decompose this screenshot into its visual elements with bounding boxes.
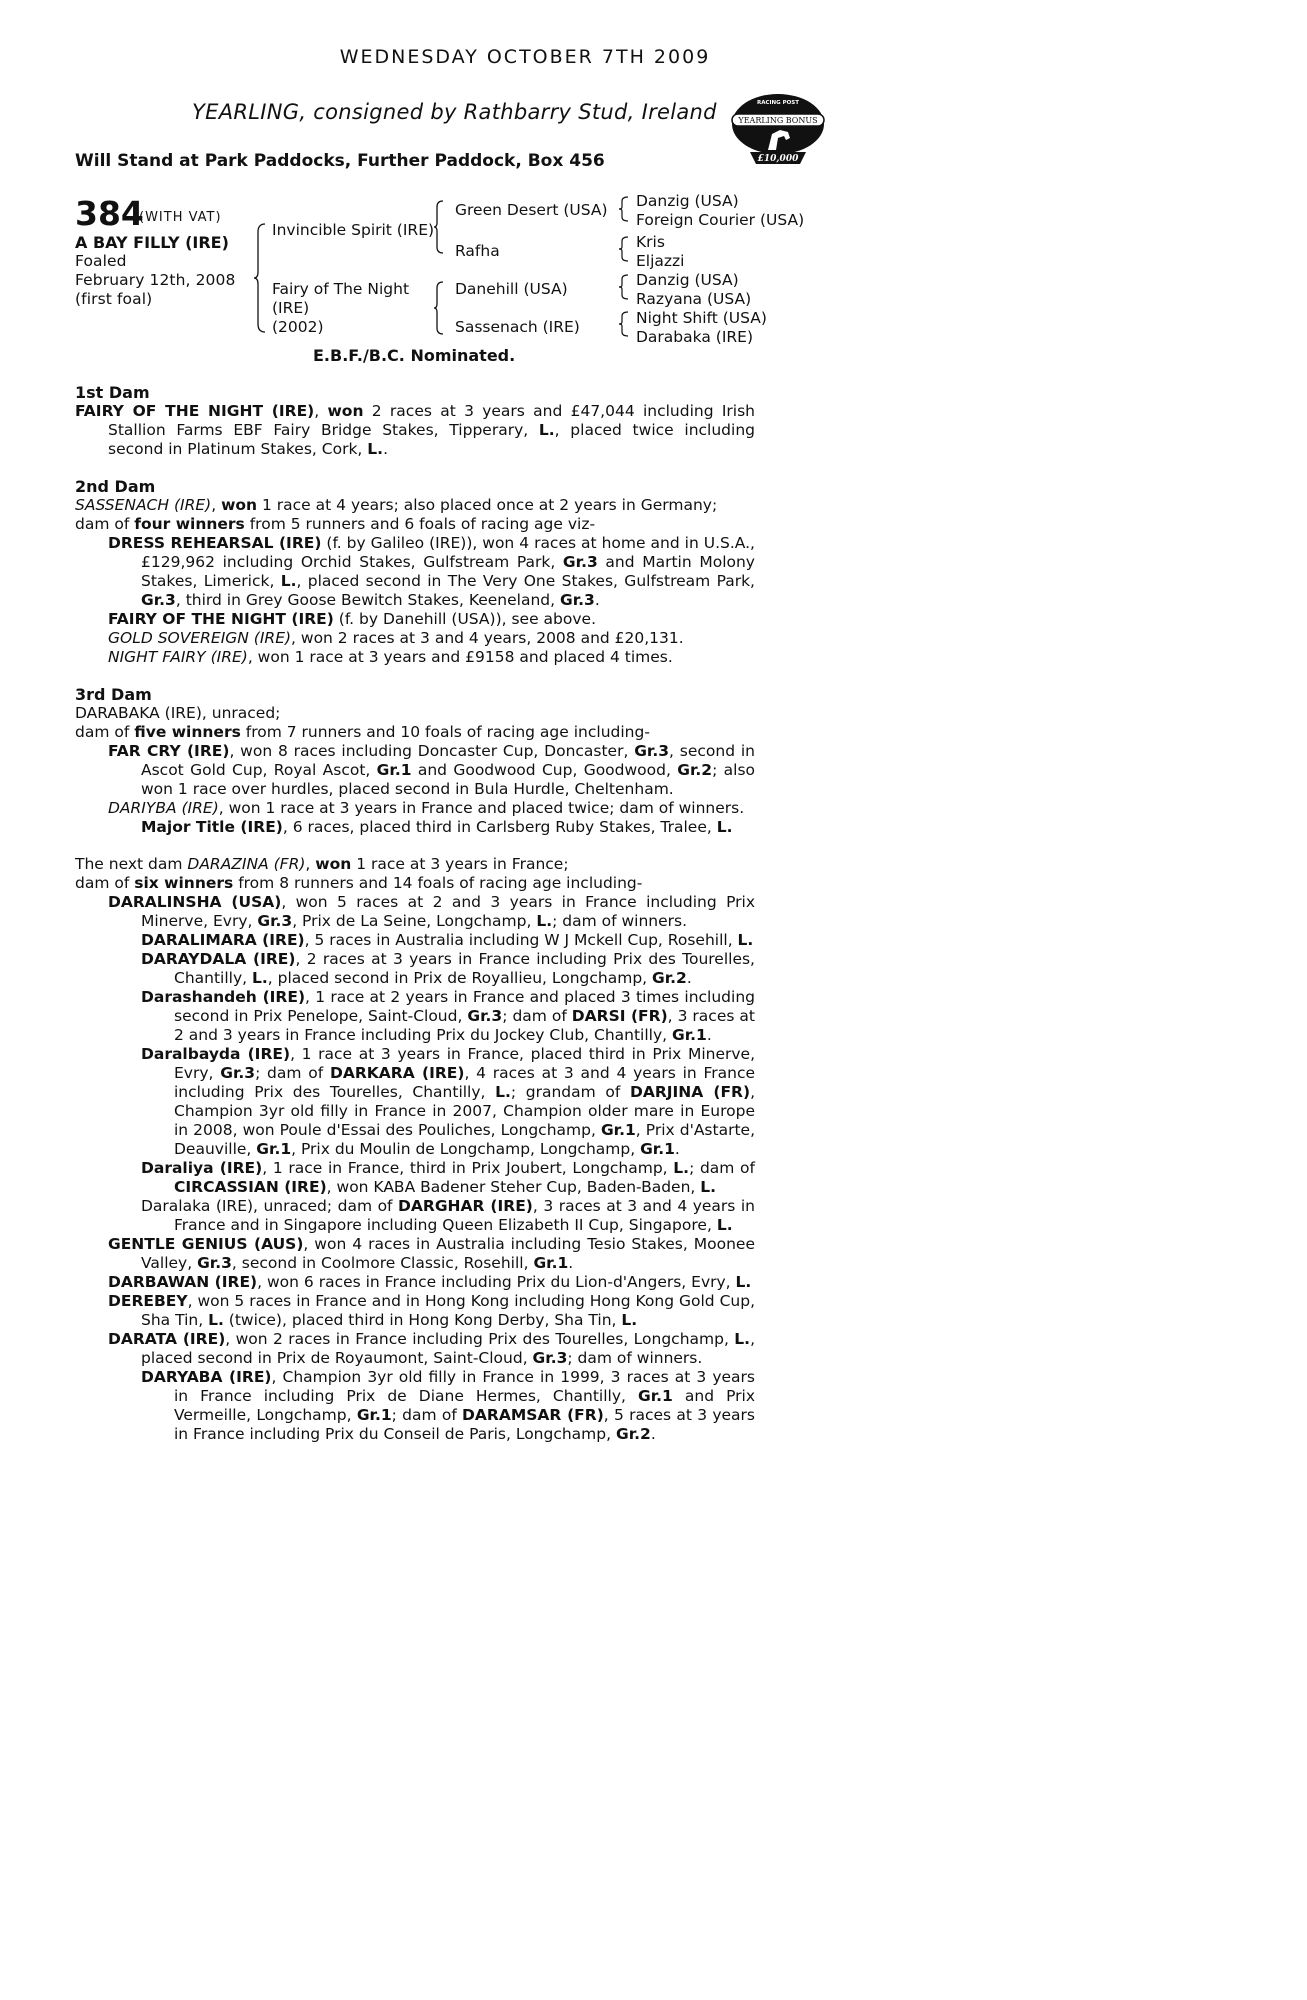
produce-entry: Daralaka (IRE), unraced; dam of DARGHAR (IRE), 3 races at 3 and 4 years in France and in Singapore including Queen Elizabeth II Cup, Singapore, L. [141,1197,755,1234]
pedigree-sd: Rafha [455,242,500,260]
first-dam-entry: FAIRY OF THE NIGHT (IRE), won 2 races at 3 years and £47,044 including Irish Stallion Farms EBF Fairy Bridge Stakes, Tipperary, L., placed twice including second in Platinum Stakes, Cork, L.. [75,402,755,458]
produce-entry: NIGHT FAIRY (IRE), won 1 race at 3 years and £9158 and placed 4 times. [108,648,673,666]
produce-entry: Daralbayda (IRE), 1 race at 3 years in France, placed third in Prix Minerve, Evry, Gr.3; dam of DARKARA (IRE), 4 races at 3 and 4 years in France including Prix des Tourelles, Chantilly, L.; grandam of DARJINA (FR), Champion 3yr old filly in France in 2007, Champion older mare in Europe in 2008, won Poule d'Essai des Pouliches, Longchamp, Gr.1, Prix d'Astarte, Deauville, Gr.1, Prix du Moulin de Longchamp, Longchamp, Gr.1. [141,1045,756,1158]
produce-entry: DARALINSHA (USA), won 5 races at 2 and 3 years in France including Prix Minerve, Evry, Gr.3, Prix de La Seine, Longchamp, L.; dam of winners. [108,893,755,930]
consignment-line: YEARLING, consigned by Rathbarry Stud, Ireland [192,100,717,124]
badge-middle: YEARLING BONUS [738,116,818,125]
produce-entry: DARBAWAN (IRE), won 6 races in France including Prix du Lion-d'Angers, Evry, L. [108,1273,752,1291]
pedigree-sdd: Eljazzi [636,252,685,270]
produce-entry: DARALIMARA (IRE), 5 races in Australia including W J Mckell Cup, Rosehill, L. [141,931,754,949]
pedigree-brace-ss [618,195,630,223]
vat-note: (WITH VAT) [139,210,222,225]
foaled-label: Foaled [75,252,127,270]
pedigree-sire: Invincible Spirit (IRE) [272,221,435,239]
produce-entry: DRESS REHEARSAL (IRE) (f. by Galileo (IRE)), won 4 races at home and in U.S.A., £129,962 including Orchid Stakes, Gulfstream Park, Gr.3 and Martin Molony Stakes, Limerick, L., placed second in The Very One Stakes, Gulfstream Park, Gr.3, third in Grey Goose Bewitch Stakes, Keeneland, Gr.3. [108,534,755,609]
sale-date: WEDNESDAY OCTOBER 7TH 2009 [339,46,711,68]
yearling-bonus-badge [728,88,828,168]
pedigree-ds: Danehill (USA) [455,280,568,298]
pedigree-dam-2: (IRE) [272,299,310,317]
produce-entry: Major Title (IRE), 6 races, placed third in Carlsberg Ruby Stakes, Tralee, L. [141,818,733,836]
produce-entry: Daraliya (IRE), 1 race in France, third in Prix Joubert, Longchamp, L.; dam of CIRCASSIAN (IRE), won KABA Badener Steher Cup, Baden-Baden, L. [141,1159,756,1196]
location-line: Will Stand at Park Paddocks, Further Paddock, Box 456 [75,151,605,171]
pedigree-brace-main [253,222,267,334]
foaled-date: February 12th, 2008 [75,271,236,289]
next-dam-entry: The next dam DARAZINA (FR), won 1 race at 3 years in France; dam of six winners from 8 runners and 14 foals of racing age including- [75,855,643,892]
badge-bottom: £10,000 [757,154,799,164]
third-dam-title: 3rd Dam [75,685,152,704]
pedigree-dsd: Razyana (USA) [636,290,752,308]
pedigree-brace-ds [618,273,630,301]
second-dam-title: 2nd Dam [75,477,156,496]
produce-entry: Darashandeh (IRE), 1 race at 2 years in France and placed 3 times including second in Prix Penelope, Saint-Cloud, Gr.3; dam of DARSI (FR), 3 races at 2 and 3 years in France including Prix du Jockey Club, Chantilly, Gr.1. [141,988,755,1044]
lot-number: 384 [75,194,144,233]
pedigree-dss: Danzig (USA) [636,271,739,289]
first-dam-title: 1st Dam [75,383,150,402]
pedigree-brace-sire [433,199,445,255]
produce-entry: DARAYDALA (IRE), 2 races at 3 years in France including Prix des Tourelles, Chantilly, L., placed second in Prix de Royallieu, Longchamp, Gr.2. [141,950,755,987]
produce-entry: DARYABA (IRE), Champion 3yr old filly in France in 1999, 3 races at 3 years in France including Prix de Diane Hermes, Chantilly, Gr.1 and Prix Vermeille, Longchamp, Gr.1; dam of DARAMSAR (FR), 5 races at 3 years in France including Prix du Conseil de Paris, Longchamp, Gr.2. [141,1368,756,1443]
pedigree-ssd: Foreign Courier (USA) [636,211,805,229]
produce-entry: FAR CRY (IRE), won 8 races including Doncaster Cup, Doncaster, Gr.3, second in Ascot Gold Cup, Royal Ascot, Gr.1 and Goodwood Cup, Goodwood, Gr.2; also won 1 race over hurdles, placed second in Bula Hurdle, Cheltenham. [108,742,756,798]
horse-name: A BAY FILLY (IRE) [75,233,229,252]
pedigree-dam-1: Fairy of The Night [272,280,410,298]
pedigree-dam-3: (2002) [272,318,324,336]
pedigree-brace-dam [433,280,445,336]
pedigree-ss: Green Desert (USA) [455,201,608,219]
produce-entry: GENTLE GENIUS (AUS), won 4 races in Australia including Tesio Stakes, Moonee Valley, Gr.3, second in Coolmore Classic, Rosehill, Gr.1. [108,1235,755,1272]
pedigree-sss: Danzig (USA) [636,192,739,210]
ebf-nomination: E.B.F./B.C. Nominated. [313,346,516,365]
pedigree-notes [75,383,755,1444]
pedigree-ddd: Darabaka (IRE) [636,328,753,346]
pedigree-sds: Kris [636,233,665,251]
badge-top: RACING POST [756,100,800,106]
produce-entry: FAIRY OF THE NIGHT (IRE) (f. by Danehill (USA)), see above. [108,610,597,628]
produce-entry: DARIYBA (IRE), won 1 race at 3 years in France and placed twice; dam of winners. [108,799,745,817]
produce-entry: GOLD SOVEREIGN (IRE), won 2 races at 3 and 4 years, 2008 and £20,131. [108,629,684,647]
first-foal-note: (first foal) [75,290,153,308]
pedigree-brace-dd [618,310,630,338]
pedigree-dd: Sassenach (IRE) [455,318,580,336]
produce-entry: DARATA (IRE), won 2 races in France including Prix des Tourelles, Longchamp, L., placed second in Prix de Royaumont, Saint-Cloud, Gr.3; dam of winners. [108,1330,755,1367]
third-dam-entry: DARABAKA (IRE), unraced; dam of five winners from 7 runners and 10 foals of racing age including- [75,704,650,741]
pedigree-dds: Night Shift (USA) [636,309,767,327]
pedigree-brace-sd [618,235,630,263]
second-dam-entry: SASSENACH (IRE), won 1 race at 4 years; also placed once at 2 years in Germany; dam of four winners from 5 runners and 6 foals of racing age viz- [75,496,718,533]
produce-entry: DEREBEY, won 5 races in France and in Hong Kong including Hong Kong Gold Cup, Sha Tin, L. (twice), placed third in Hong Kong Derby, Sha Tin, L. [108,1292,755,1329]
